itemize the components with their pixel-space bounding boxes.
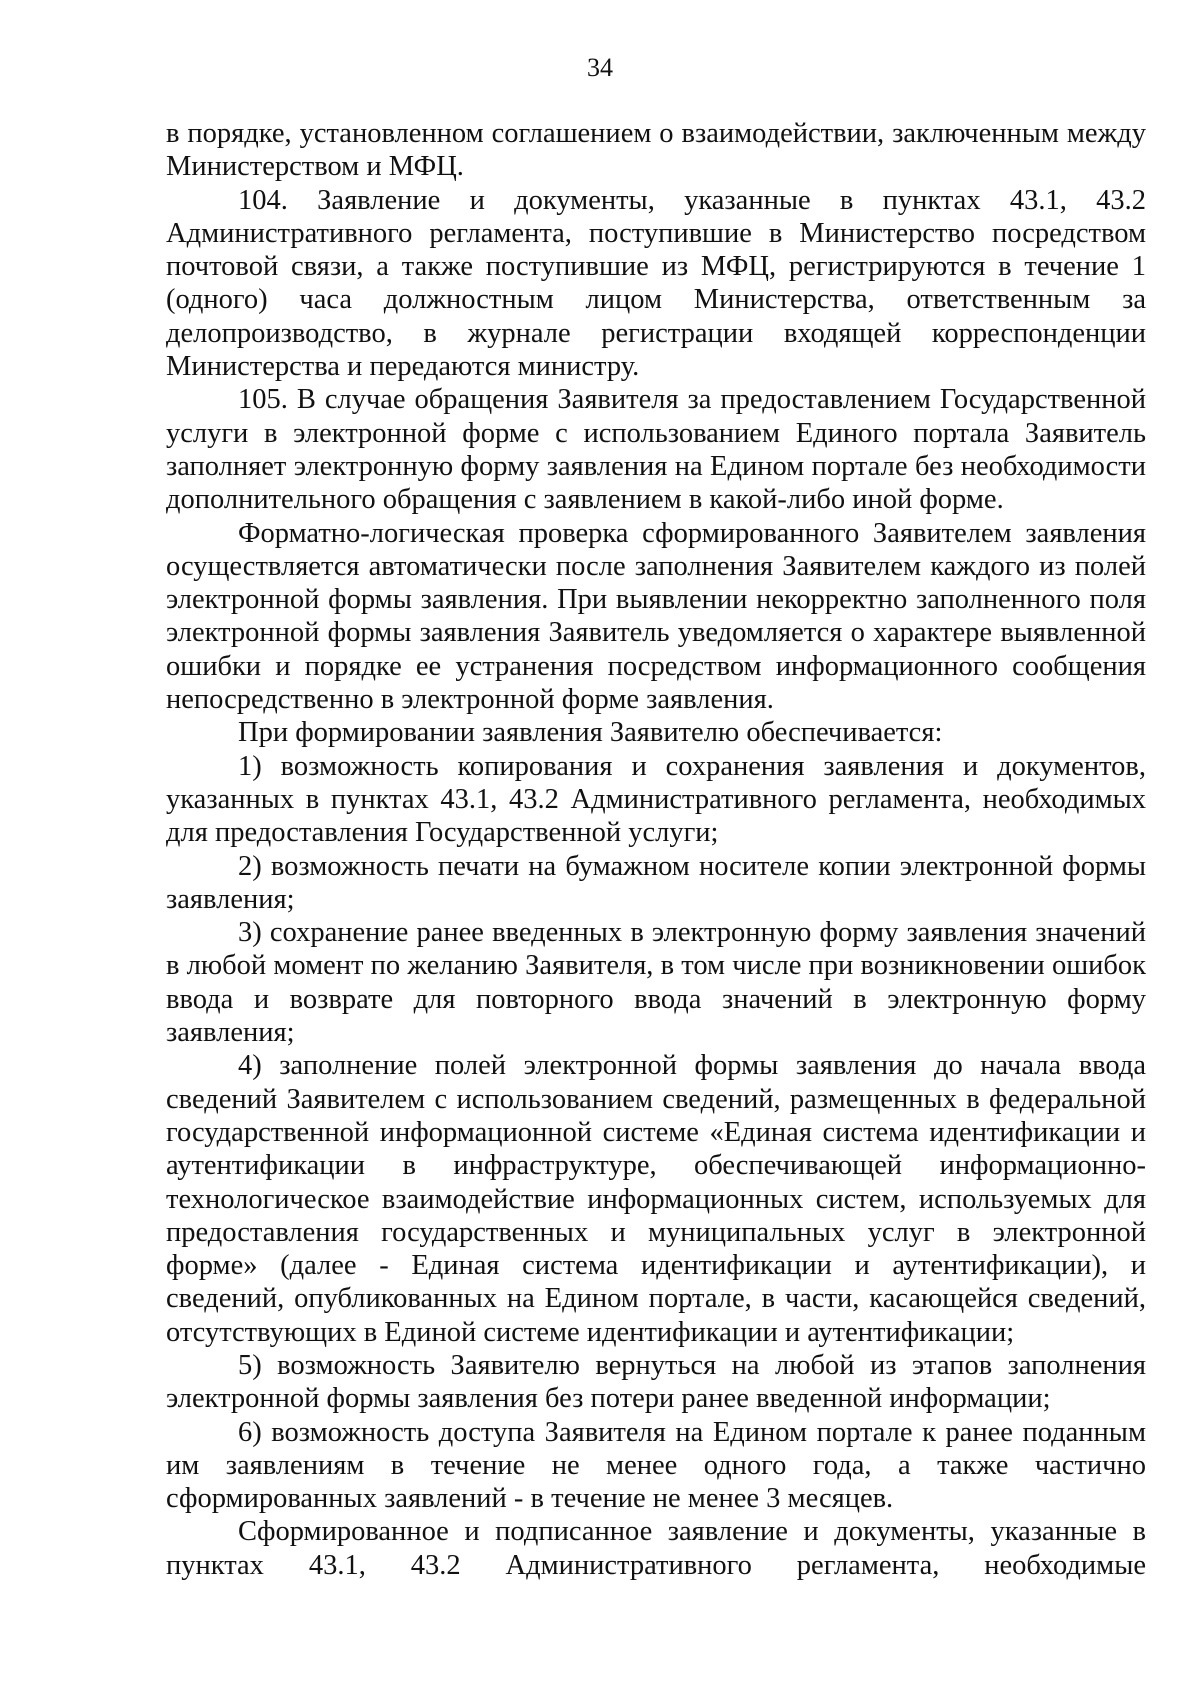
paragraph-104: 104. Заявление и документы, указанные в пунктах 43.1, 43.2 Административного регламента, поступившие в Министерство посредством почтовой связи, а также поступившие из МФЦ, регистрируются в течение 1 (одного) часа должностным лицом Министерства, ответственным за делопроизводство, в журнале регистрации входящей корреспонденции Министерства и передаются министру.	[166, 184, 1146, 383]
paragraph-format-check: Форматно-логическая проверка сформированного Заявителем заявления осуществляется автоматически после заполнения Заявителем каждого из полей электронной формы заявления. При выявлении некорректно заполненного поля электронной формы заявления Заявитель уведомляется о характере выявленной ошибки и порядке ее устранения посредством информационного сообщения непосредственно в электронной форме заявления.	[166, 517, 1146, 716]
paragraph-continuation: в порядке, установленном соглашением о взаимодействии, заключенным между Министерством и МФЦ.	[166, 118, 1146, 183]
list-item-4: 4) заполнение полей электронной формы заявления до начала ввода сведений Заявителем с использованием сведений, размещенных в федеральной государственной информационной системе «Единая система идентификации и аутентификации в инфраструктуре, обеспечивающей информационно-технологическое взаимодействие информационных систем, используемых для предоставления государственных и муниципальных услуг в электронной форме» (далее - Единая система идентификации и аутентификации), и сведений, опубликованных на Едином портале, в части, касающейся сведений, отсутствующих в Единой системе идентификации и аутентификации;	[166, 1050, 1146, 1348]
paragraph-final: Сформированное и подписанное заявление и документы, указанные в пунктах 43.1, 43.2 Административного регламента, необходимые	[166, 1516, 1146, 1581]
list-item-6: 6) возможность доступа Заявителя на Едином портале к ранее поданным им заявлениям в течение не менее одного года, а также частично сформированных заявлений - в течение не менее 3 месяцев.	[166, 1416, 1146, 1515]
list-item-2: 2) возможность печати на бумажном носителе копии электронной формы заявления;	[166, 850, 1146, 915]
list-item-3: 3) сохранение ранее введенных в электронную форму заявления значений в любой момент по желанию Заявителя, в том числе при возникновении ошибок ввода и возврате для повторного ввода значений в электронную форму заявления;	[166, 917, 1146, 1049]
page-number: 34	[587, 53, 613, 82]
paragraph-list-intro: При формировании заявления Заявителю обеспечивается:	[238, 717, 943, 749]
list-item-5: 5) возможность Заявителю вернуться на любой из этапов заполнения электронной формы заявления без потери ранее введенной информации;	[166, 1349, 1146, 1415]
document-body	[166, 117, 1146, 1582]
list-item-1: 1) возможность копирования и сохранения заявления и документов, указанных в пунктах 43.1, 43.2 Административного регламента, необходимых для предоставления Государственной услуги;	[166, 750, 1146, 849]
paragraph-105: 105. В случае обращения Заявителя за предоставлением Государственной услуги в электронной форме с использованием Единого портала Заявитель заполняет электронную форму заявления на Едином портале без необходимости дополнительного обращения с заявлением в какой-либо иной форме.	[166, 384, 1146, 516]
